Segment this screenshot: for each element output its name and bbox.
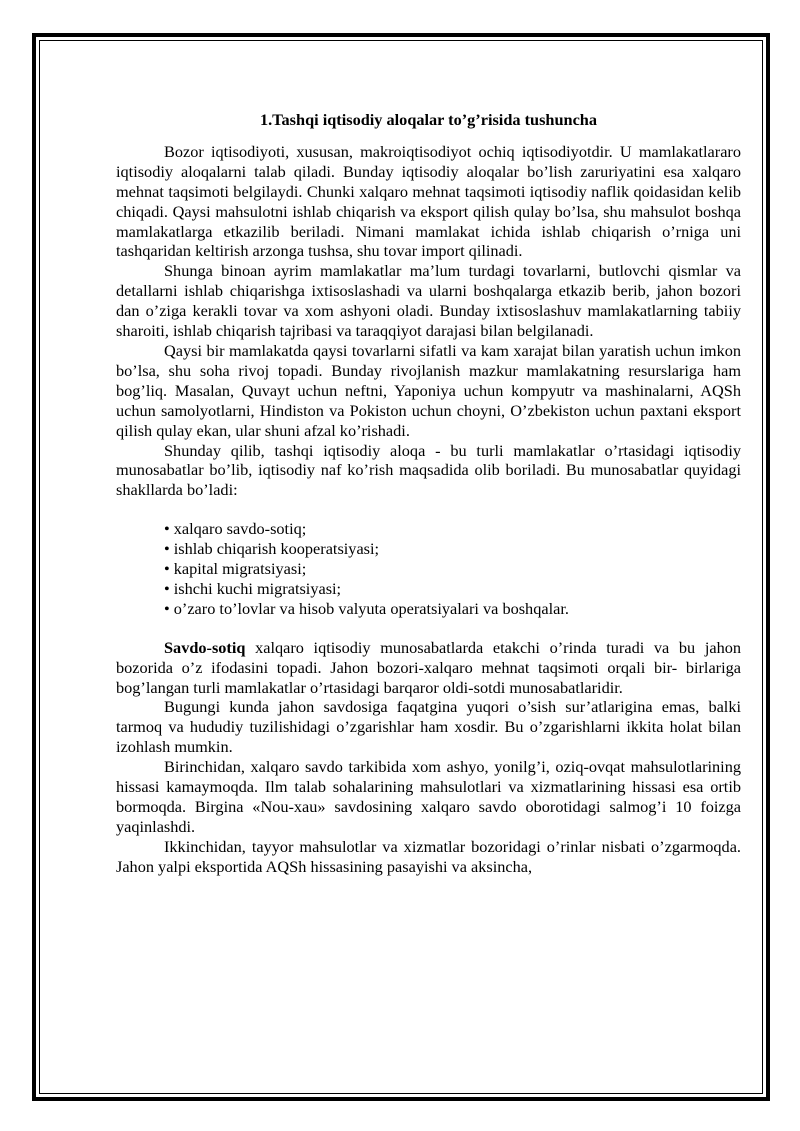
list-item: • ishlab chiqarish kooperatsiyasi; xyxy=(164,539,380,559)
paragraph-savdo xyxy=(116,638,741,698)
paragraph: Ikkinchidan, tayyor mahsulotlar va xizmatlar bozoridagi o’rinlar nisbati o’zgarmoqda. Jahon yalpi eksportida AQSh hissasining pasayishi va aksincha, xyxy=(116,836,741,876)
paragraph: Bozor iqtisodiyoti, xususan, makroiqtisodiyot ochiq iqtisodiyotdir. U mamlakatlararo iqtisodiy aloqalarni talab qiladi. Bunday iqtisodiy aloqalar bo’lish zaruriyatini esa xalqaro mehnat taqsimoti belgilaydi. Chunki xalqaro mehnat taqsimoti iqtisodiy naflik qoidasidan kelib chiqadi. Qaysi mahsulotni ishlab chiqarish va eksport qilish qulay bo’lsa, shu mahsulot boshqa mamlakatlarga etkazilib beriladi. Nimani mamlakat ichida ishlab chiqarish o’rniga uni tashqaridan keltirish arzonga tushsa, shu tovar import qilinadi. xyxy=(116,141,741,261)
paragraph: Birinchidan, xalqaro savdo tarkibida xom ashyo, yonilg’i, oziq-ovqat mahsulotlarining hissasi kamaymoqda. Ilm talab sohalarining mahsulotlari va xizmatlarining hissasi esa ortib bormoqda. Birgina «Nou-xau» savdosining xalqaro savdo oborotidagi salmog’i 10 foizga yaqinlashdi. xyxy=(116,757,741,836)
paragraph: Qaysi bir mamlakatda qaysi tovarlarni sifatli va kam xarajat bilan yaratish uchun imkon bo’lsa, shu soha rivoj topadi. Bunday rivojlanish mazkur mamlakatning resurslariga ham bog’liq. Masalan, Quvayt uchun neftni, Yaponiya uchun kompyutr va mashinalarni, AQSh uchun samolyotlarni, Hindiston va Pokiston uchun choyni, O’zbekiston uchun paxtani eksport qilish qulay ekan, ular shuni afzal ko’rishadi. xyxy=(116,340,741,440)
list-item: • xalqaro savdo-sotiq; xyxy=(164,519,307,539)
paragraph: Shunga binoan ayrim mamlakatlar ma’lum turdagi tovarlarni, butlovchi qismlar va detallarni ishlab chiqarishga ixtisoslashadi va ularni boshqalarga etkazib berib, jahon bozori dan o’ziga kerakli tovar va xom ashyoni oladi. Bunday ixtisoslashuv mamlakatlarning tabiiy sharoiti, ishlab chiqarish tajribasi va taraqqiyot darajasi bilan belgilanadi. xyxy=(116,261,741,341)
list-item: • ishchi kuchi migratsiyasi; xyxy=(164,578,342,598)
document-title: 1.Tashqi iqtisodiy aloqalar to’g’risida tushuncha xyxy=(259,110,598,129)
paragraph-text: xalqaro iqtisodiy munosabatlarda etakchi o’rinda turadi va bu jahon bozorida o’z ifodasini topadi. Jahon bozori-xalqaro mehnat taqsimoti orqali bir- birlariga bog’langan turli mamlakatlar o’rtasidagi barqaror oldi-sotdi munosabatlaridir. xyxy=(116,637,741,697)
document-body xyxy=(116,110,741,877)
forms-list xyxy=(164,519,741,619)
list-item: • kapital migratsiyasi; xyxy=(164,559,307,579)
bold-term: Savdo-sotiq xyxy=(164,637,246,657)
paragraph: Bugungi kunda jahon savdosiga faqatgina yuqori o’sish sur’atlarigina emas, balki tarmoq va hududiy tuzilishidagi o’zgarishlar ham xosdir. Bu o’zgarishlarni ikkita holat bilan izohlash mumkin. xyxy=(116,697,741,757)
paragraph: Shunday qilib, tashqi iqtisodiy aloqa - bu turli mamlakatlar o’rtasidagi iqtisodiy munosabatlar bo’lib, iqtisodiy naf ko’rish maqsadida olib boriladi. Bu munosabatlar quyidagi shakllarda bo’ladi: xyxy=(116,440,741,500)
list-item: • o’zaro to’lovlar va hisob valyuta operatsiyalari va boshqalar. xyxy=(164,598,569,618)
